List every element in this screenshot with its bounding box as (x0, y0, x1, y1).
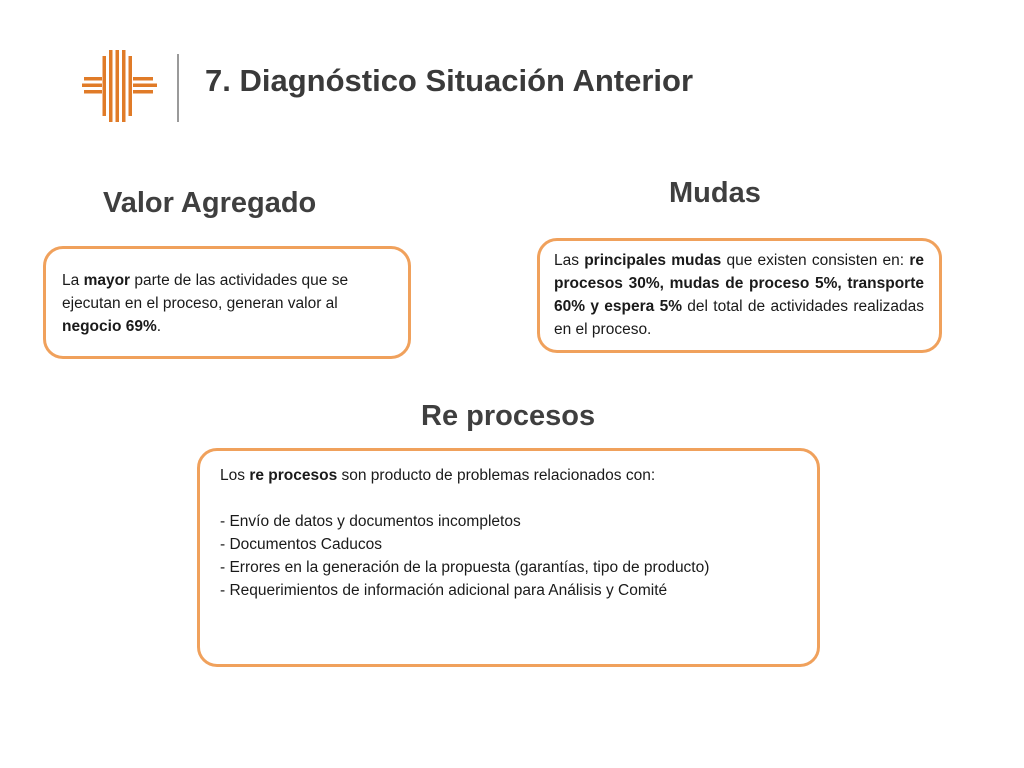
header-divider (177, 54, 179, 122)
reproc-intro-1: Los (220, 467, 250, 484)
re-procesos-box (197, 448, 820, 667)
reproc-intro-2: son producto de problemas relacionados con: (337, 467, 656, 484)
valor-bold-2: negocio 69% (62, 318, 157, 335)
valor-bold-1: mayor (83, 272, 131, 289)
re-procesos-intro (220, 464, 797, 487)
mudas-box (537, 238, 942, 353)
valor-agregado-box (43, 246, 411, 359)
page-title: 7. Diagnóstico Situación Anterior (205, 63, 694, 98)
mudas-text-2: que existen consisten en: (721, 252, 910, 269)
mudas-text-1: Las (554, 252, 585, 269)
company-logo (82, 50, 158, 122)
mudas-bold-1: principales mudas (584, 252, 722, 269)
spacer (220, 487, 797, 510)
list-item: - Errores en la generación de la propuesta (garantías, tipo de producto) (220, 559, 710, 576)
mudas-heading: Mudas (669, 177, 761, 209)
valor-text-3: . (156, 318, 162, 335)
list-item: - Documentos Caducos (220, 536, 382, 553)
valor-text-2: parte de las actividades que se ejecutan en el proceso, generan valor al (62, 272, 349, 312)
valor-text-1: La (62, 272, 84, 289)
valor-agregado-heading: Valor Agregado (103, 187, 317, 219)
mudas-text-3: del total de actividades realizadas en el proceso. (554, 298, 924, 338)
reproc-intro-bold: re procesos (249, 467, 338, 484)
re-procesos-heading: Re procesos (421, 400, 596, 432)
list-item: - Requerimientos de información adicional para Análisis y Comité (220, 582, 668, 599)
mudas-bold-2: re procesos 30%, mudas de proceso 5%, transporte 60% y espera 5% (554, 252, 924, 315)
striped-cross-logo-icon (82, 50, 158, 122)
list-item: - Envío de datos y documentos incompletos (220, 513, 521, 530)
